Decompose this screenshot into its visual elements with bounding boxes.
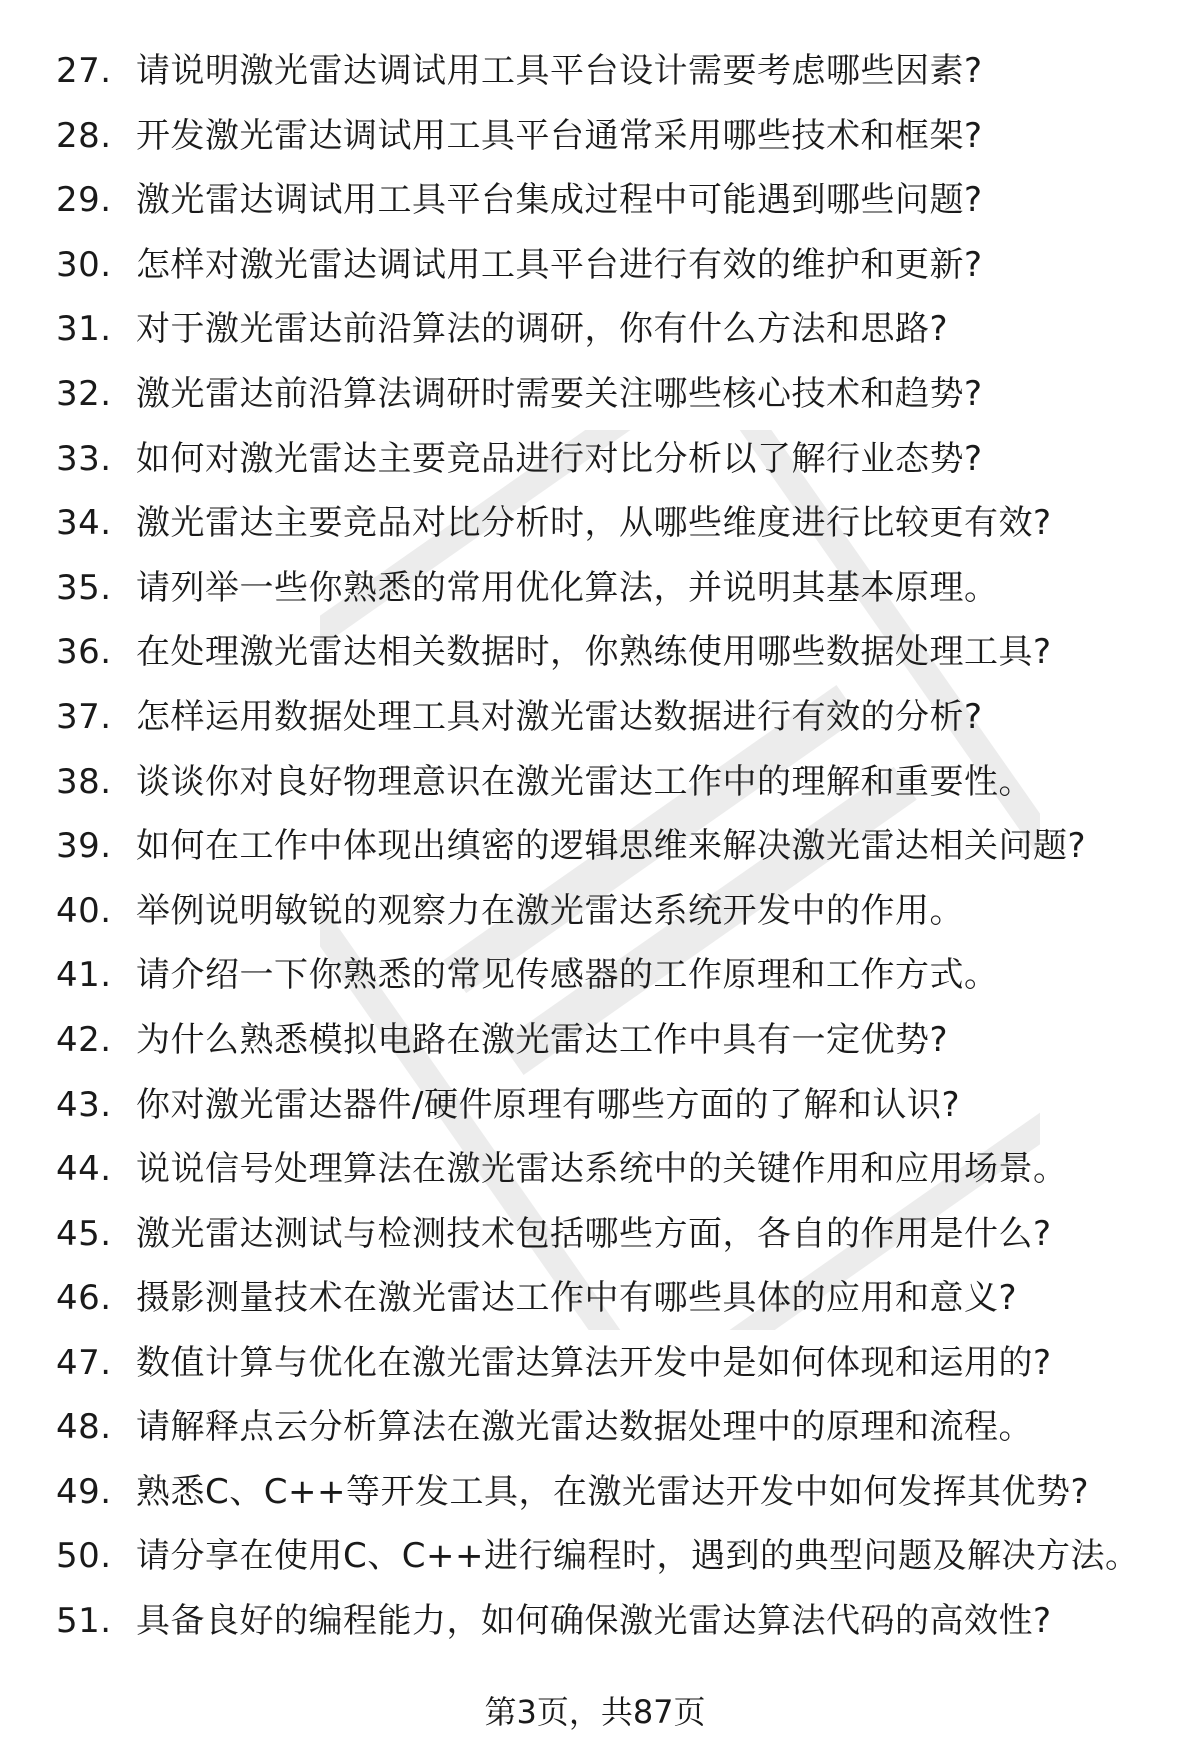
question-number: 41. [56, 955, 112, 996]
question-item [56, 1209, 1156, 1259]
question-item [56, 950, 1156, 1000]
question-number: 47. [56, 1342, 112, 1383]
question-item [56, 627, 1156, 677]
question-number: 29. [56, 180, 112, 221]
question-number: 40. [56, 890, 112, 931]
question-text: 摄影测量技术在激光雷达工作中有哪些具体的应用和意义? [136, 1278, 1018, 1319]
question-list [56, 46, 1156, 1660]
question-number: 48. [56, 1407, 112, 1448]
question-number: 42. [56, 1019, 112, 1060]
question-text: 对于激光雷达前沿算法的调研，你有什么方法和思路? [136, 309, 949, 350]
question-number: 28. [56, 115, 112, 156]
page-number-label: 第3页，共87页 [484, 1693, 706, 1731]
question-text: 请分享在使用C、C++进行编程时，遇到的典型问题及解决方法。 [136, 1535, 1140, 1576]
question-item [56, 240, 1156, 290]
question-number: 37. [56, 696, 112, 737]
question-number: 32. [56, 373, 112, 414]
question-item [56, 1144, 1156, 1194]
question-item [56, 498, 1156, 548]
question-text: 开发激光雷达调试用工具平台通常采用哪些技术和框架? [136, 115, 983, 156]
question-text: 如何对激光雷达主要竞品进行对比分析以了解行业态势? [136, 438, 983, 479]
question-number: 51. [56, 1600, 112, 1641]
question-number: 49. [56, 1472, 112, 1513]
question-item [56, 1273, 1156, 1323]
question-number: 46. [56, 1278, 112, 1319]
question-text: 激光雷达前沿算法调研时需要关注哪些核心技术和趋势? [136, 373, 983, 414]
page-footer [0, 1690, 1190, 1734]
question-number: 36. [56, 632, 112, 673]
question-item [56, 1338, 1156, 1388]
question-number: 31. [56, 309, 112, 350]
question-item [56, 1596, 1156, 1646]
question-item [56, 1467, 1156, 1517]
question-text: 具备良好的编程能力，如何确保激光雷达算法代码的高效性? [136, 1600, 1052, 1641]
question-item [56, 692, 1156, 742]
question-item [56, 563, 1156, 613]
question-text: 请解释点云分析算法在激光雷达数据处理中的原理和流程。 [136, 1407, 1033, 1448]
question-text: 怎样对激光雷达调试用工具平台进行有效的维护和更新? [136, 244, 983, 285]
question-item [56, 1015, 1156, 1065]
question-text: 为什么熟悉模拟电路在激光雷达工作中具有一定优势? [136, 1019, 949, 1060]
question-item [56, 175, 1156, 225]
question-text: 你对激光雷达器件/硬件原理有哪些方面的了解和认识? [136, 1084, 960, 1125]
question-text: 熟悉C、C++等开发工具，在激光雷达开发中如何发挥其优势? [136, 1472, 1090, 1513]
question-text: 激光雷达主要竞品对比分析时，从哪些维度进行比较更有效? [136, 503, 1052, 544]
question-item [56, 46, 1156, 96]
question-text: 激光雷达测试与检测技术包括哪些方面，各自的作用是什么? [136, 1213, 1052, 1254]
question-text: 请介绍一下你熟悉的常见传感器的工作原理和工作方式。 [136, 955, 999, 996]
question-item [56, 434, 1156, 484]
question-text: 激光雷达调试用工具平台集成过程中可能遇到哪些问题? [136, 180, 983, 221]
question-text: 在处理激光雷达相关数据时，你熟练使用哪些数据处理工具? [136, 632, 1052, 673]
question-number: 44. [56, 1149, 112, 1190]
question-number: 30. [56, 244, 112, 285]
question-item [56, 1080, 1156, 1130]
question-item [56, 886, 1156, 936]
question-text: 说说信号处理算法在激光雷达系统中的关键作用和应用场景。 [136, 1149, 1068, 1190]
question-number: 45. [56, 1213, 112, 1254]
question-item [56, 821, 1156, 871]
question-text: 怎样运用数据处理工具对激光雷达数据进行有效的分析? [136, 696, 983, 737]
question-number: 38. [56, 761, 112, 802]
question-item [56, 304, 1156, 354]
question-text: 数值计算与优化在激光雷达算法开发中是如何体现和运用的? [136, 1342, 1052, 1383]
question-text: 请说明激光雷达调试用工具平台设计需要考虑哪些因素? [136, 51, 983, 91]
question-number: 39. [56, 826, 112, 867]
question-number: 35. [56, 567, 112, 608]
question-text: 谈谈你对良好物理意识在激光雷达工作中的理解和重要性。 [136, 761, 1033, 802]
question-number: 50. [56, 1535, 112, 1576]
question-text: 如何在工作中体现出缜密的逻辑思维来解决激光雷达相关问题? [136, 826, 1087, 867]
question-item [56, 111, 1156, 161]
question-text: 举例说明敏锐的观察力在激光雷达系统开发中的作用。 [136, 890, 964, 931]
question-item [56, 757, 1156, 807]
question-number: 34. [56, 503, 112, 544]
question-item [56, 1532, 1156, 1580]
question-number: 27. [56, 51, 112, 91]
question-number: 33. [56, 438, 112, 479]
question-item [56, 1402, 1156, 1452]
question-item [56, 369, 1156, 419]
question-text: 请列举一些你熟悉的常用优化算法，并说明其基本原理。 [136, 567, 999, 608]
question-number: 43. [56, 1084, 112, 1125]
